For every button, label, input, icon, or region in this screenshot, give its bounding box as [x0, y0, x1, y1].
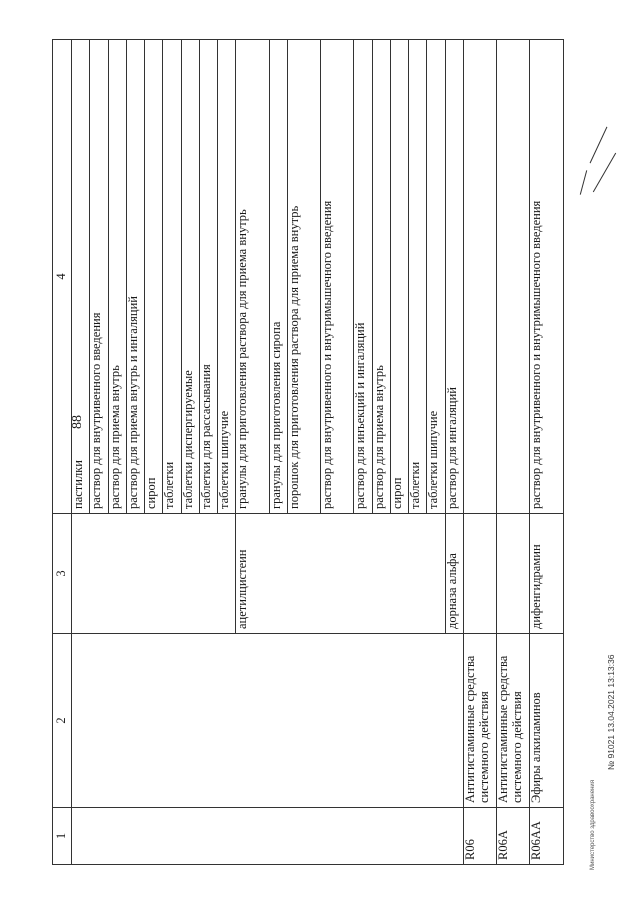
dosage-form-cell: порошок для приготовления раствора для приема внутрь — [287, 40, 320, 514]
dosage-form-cell: раствор для внутривенного и внутримышечного введения — [530, 40, 564, 514]
column-header: 4 — [53, 40, 72, 514]
dosage-form-cell: раствор для ингаляций — [445, 40, 463, 514]
dosage-form-cell: таблетки для рассасывания — [199, 40, 217, 514]
table-row — [497, 40, 530, 865]
document-footer: № 91021 13.04.2021 13:13:36 — [606, 654, 616, 770]
dosage-form-cell: раствор для приема внутрь — [372, 40, 390, 514]
table-row — [463, 40, 496, 865]
page-number: 88 — [70, 415, 85, 429]
dosage-form-cell: сироп — [390, 40, 408, 514]
dosage-form-cell: таблетки диспергируемые — [181, 40, 199, 514]
table-row — [72, 40, 90, 865]
column-header: 2 — [53, 634, 72, 808]
dosage-form-cell — [463, 40, 496, 514]
group-name-cell: Антигистаминные средства системного действия — [463, 634, 496, 808]
group-name-cell: Эфиры алкиламинов — [530, 634, 564, 808]
table-header-row — [53, 40, 72, 865]
substance-cell — [497, 514, 530, 634]
dosage-form-cell: таблетки — [409, 40, 427, 514]
column-header: 1 — [53, 808, 72, 865]
atc-code-cell: R06AA — [530, 808, 564, 865]
dosage-form-cell: гранулы для приготовления раствора для приема внутрь — [236, 40, 269, 514]
group-name-cell — [72, 634, 464, 808]
dosage-form-cell — [497, 40, 530, 514]
medicines-table — [52, 39, 564, 865]
dosage-form-cell: раствор для приема внутрь — [108, 40, 126, 514]
table-body — [72, 40, 564, 865]
atc-code-cell: R06 — [463, 808, 496, 865]
group-name-cell: Антигистаминные средства системного действия — [497, 634, 530, 808]
substance-cell — [463, 514, 496, 634]
dosage-form-cell: раствор для внутривенного введения — [90, 40, 108, 514]
atc-code-cell — [72, 808, 464, 865]
substance-cell — [72, 514, 236, 634]
dosage-form-cell: гранулы для приготовления сиропа — [269, 40, 287, 514]
dosage-form-cell: таблетки — [163, 40, 181, 514]
dosage-form-cell: сироп — [145, 40, 163, 514]
dosage-form-cell: пастилки — [72, 40, 90, 514]
dosage-form-cell: раствор для внутривенного и внутримышечного введения — [321, 40, 354, 514]
atc-code-cell: R06A — [497, 808, 530, 865]
substance-cell: дифенгидрамин — [530, 514, 564, 634]
pen-mark — [590, 127, 608, 164]
column-header: 3 — [53, 514, 72, 634]
dosage-form-cell: таблетки шипучие — [427, 40, 445, 514]
substance-cell: ацетилцистеин — [236, 514, 445, 634]
pen-mark — [593, 153, 616, 192]
stamp-text: Министерство здравоохранения — [590, 780, 596, 870]
dosage-form-cell: таблетки шипучие — [218, 40, 236, 514]
pen-mark — [580, 170, 587, 194]
substance-cell: дорназа альфа — [445, 514, 463, 634]
document-table-rotated — [52, 40, 564, 865]
table-row — [530, 40, 564, 865]
dosage-form-cell: раствор для приема внутрь и ингаляций — [126, 40, 144, 514]
dosage-form-cell: раствор для инъекций и ингаляций — [354, 40, 372, 514]
